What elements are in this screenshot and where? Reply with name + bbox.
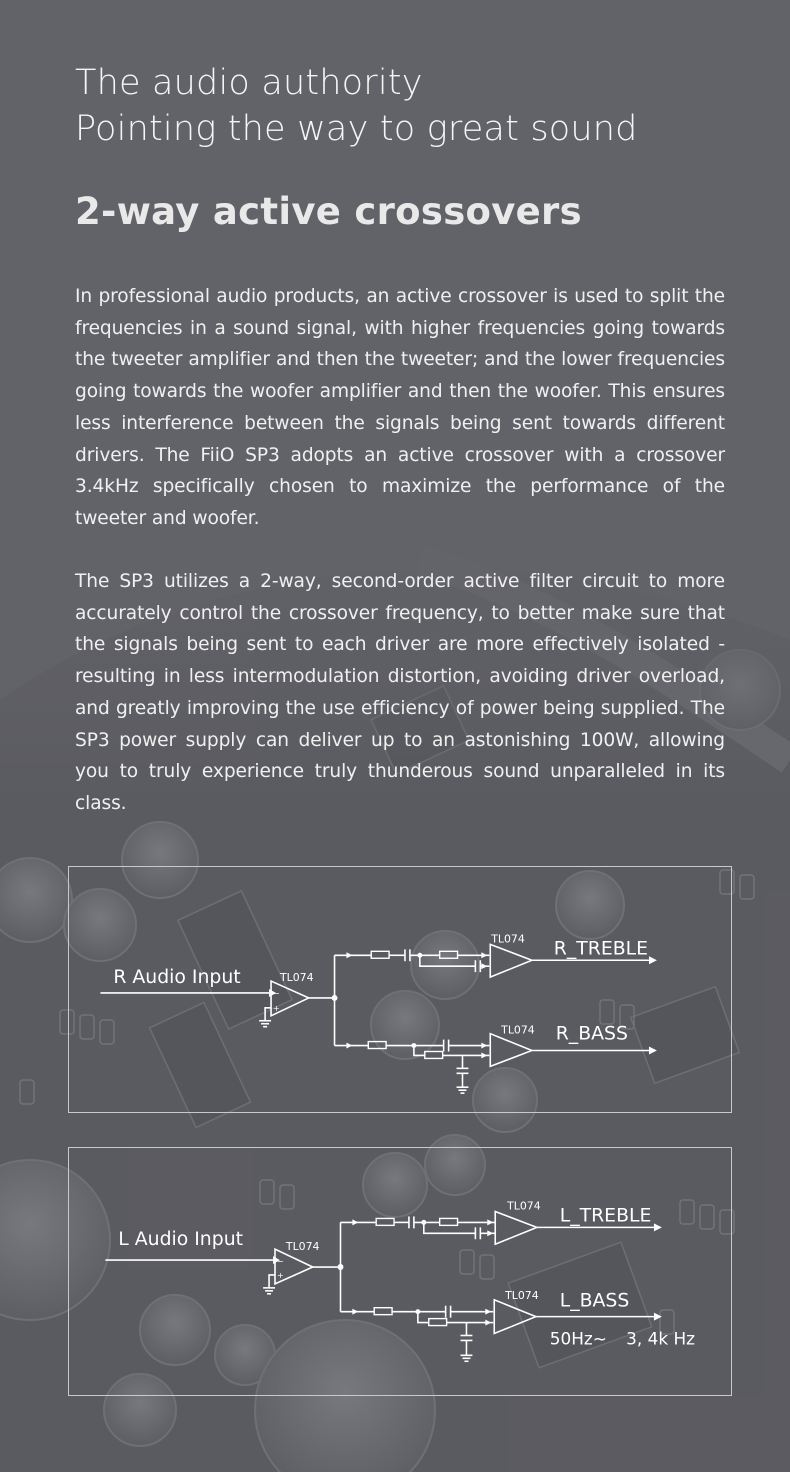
bass-chip-label: TL074 [501,1023,535,1037]
right-channel-crossover-diagram [68,866,732,1113]
svg-text:−: − [276,1257,284,1267]
treble-chip-label: TL074 [491,932,525,946]
right-treble-output-label: R_TREBLE [553,938,649,960]
left-input-label: L Audio Input [118,1229,244,1251]
left-bass-output-label: L_BASS [559,1290,630,1312]
section-heading: 2-way active crossovers [75,190,582,233]
right-channel-circuit [69,867,731,1112]
tagline-line-1: The audio authority [75,63,423,103]
treble-chip-label: TL074 [507,1199,541,1213]
left-channel-crossover-diagram [68,1147,732,1396]
paragraph-filter-circuit: The SP3 utilizes a 2-way, second-order active filter circuit to more accurately control the crossover frequency, to better make sure that the signals being sent to each driver are more effectively isolated - resulting in less intermodulation distortion, avoiding driver overload, and greatly improving the use efficiency of power being supplied. The SP3 power supply can deliver up to an astonishing 100W, allowing you to truly experience truly thunderous sound unparalleled in its class. [75,571,725,814]
tagline-line-2: Pointing the way to great sound [75,109,638,149]
buffer-opamp [263,1249,313,1294]
split-node [309,955,338,1045]
input-line [100,989,276,997]
right-input-label: R Audio Input [113,967,241,989]
buffer-chip-label: TL074 [279,971,314,985]
split-node [313,1222,344,1311]
bass-chip-label: TL074 [505,1288,539,1302]
left-treble-output-label: L_TREBLE [559,1205,652,1227]
buffer-opamp [259,981,309,1027]
tagline [75,60,638,152]
right-bass-output-label: R_BASS [555,1023,628,1045]
left-channel-circuit [69,1148,731,1395]
frequency-high-label: 3, 4k Hz [626,1328,695,1349]
svg-text:+: + [273,1003,280,1013]
input-line [105,1256,280,1264]
frequency-low-label: 50Hz~ [549,1328,607,1349]
svg-text:+: + [276,1270,284,1280]
buffer-chip-label: TL074 [285,1240,320,1254]
svg-text:−: − [273,988,280,998]
paragraph-crossover-intro: In professional audio products, an active crossover is used to split the frequencies in a sound signal, with higher frequencies going towards the tweeter amplifier and then the tweeter; and the lower frequencies going towards the woofer amplifier and then the woofer. This ensures less interference between the signals being sent towards different drivers. The FiiO SP3 adopts an active crossover with a crossover 3.4kHz specifically chosen to maximize the performance of the tweeter and woofer. [75,286,725,529]
